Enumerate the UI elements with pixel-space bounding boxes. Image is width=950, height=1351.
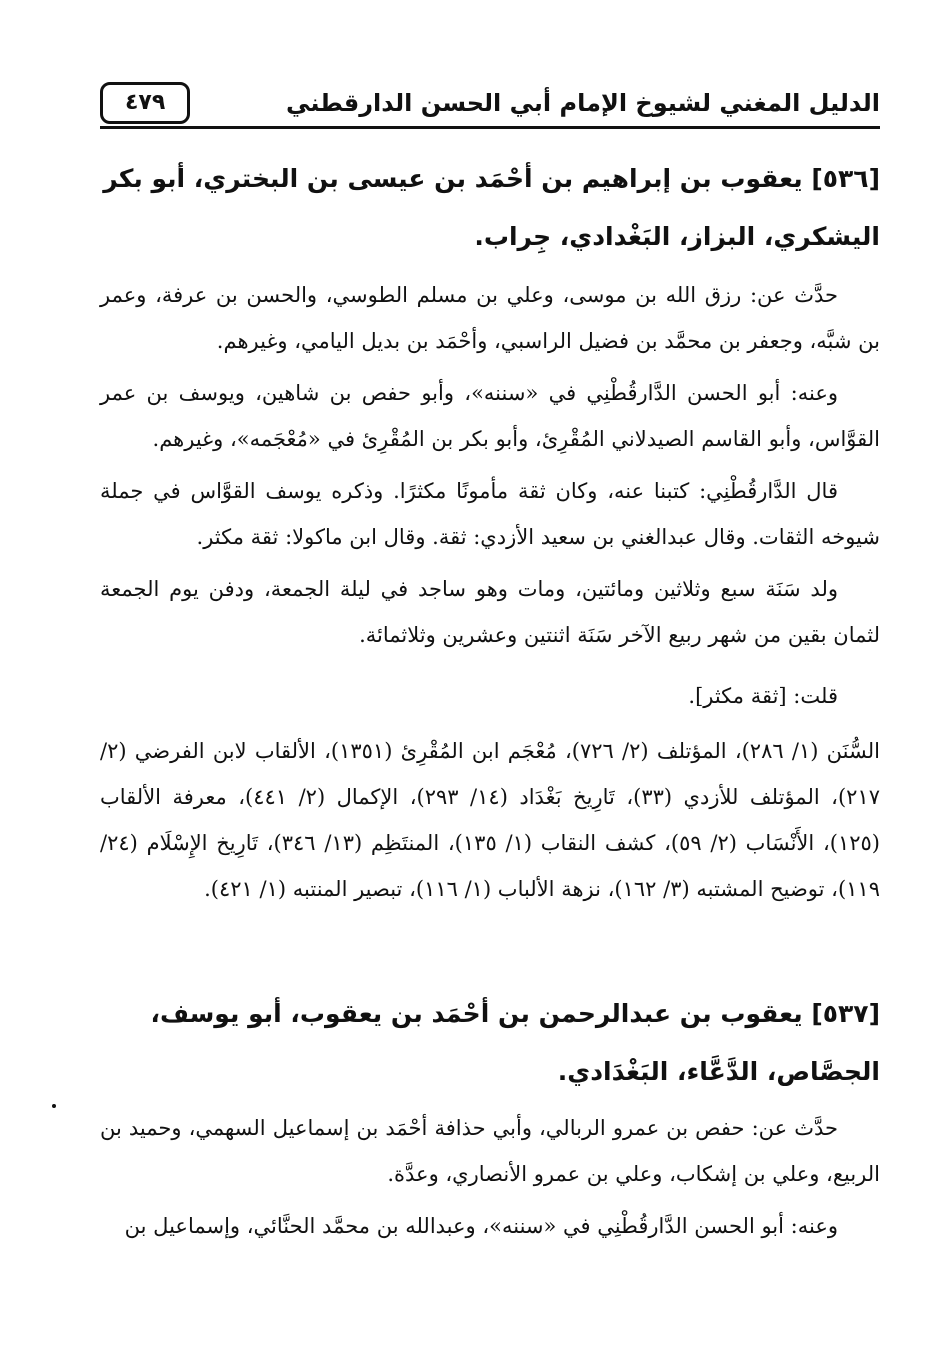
stray-dot (52, 1104, 56, 1108)
paragraph-grading-536: قال الدَّارقُطْنِي: كتبنا عنه، وكان ثقة مأمونًا مكثرًا. وذكره يوسف القوَّاس في جملة شيوخه الثقات. وقال عبدالغني بن سعيد الأزدي: ثقة. وقال ابن ماكولا: ثقة مكثر. (100, 479, 880, 549)
paragraph-sources-536: السُّنَن (١/ ٢٨٦)، المؤتلف (٢/ ٧٢٦)، مُعْجَم ابن المُقْرِئ (١٣٥١)، الألقاب لابن الفرضي (٢/ ٢١٧)، المؤتلف للأزدي (٣٣)، تَارِيخ بَغْدَاد (١٤/ ٢٩٣)، الإكمال (٢/ ٤٤١)، معرفة الألقاب (١٢٥)، الأَنْسَاب (٢/ ٥٩)، كشف النقاب (١/ ١٣٥)، المنتَظِم (١٣/ ٣٤٦)، تَارِيخ الإِسْلَام (٢٤/ ١١٩)، توضيح المشتبه (٣/ ١٦٢)، نزهة الألباب (١/ ١١٦)، تبصير المنتبه (١/ ٤٢١). (100, 739, 880, 901)
paragraph-verdict-536: قلت: [ثقة مكثر]. (688, 684, 838, 708)
paragraph-students-537: وعنه: أبو الحسن الدَّارقُطْنِي في «سننه»، وعبدالله بن محمَّد الحنَّائي، وإسماعيل بن (124, 1214, 838, 1238)
paragraph-teachers-536: حدَّث عن: رزق الله بن موسى، وعلي بن مسلم الطوسي، والحسن بن عرفة، وعمر بن شبَّه، وجعفر بن محمَّد بن فضيل الراسبي، وأحْمَد بن بديل اليامي، وغيرهم. (100, 283, 880, 353)
paragraph-students-536: وعنه: أبو الحسن الدَّارقُطْنِي في «سننه»، وأبو حفص بن شاهين، ويوسف بن عمر القوَّاس، وأبو القاسم الصيدلاني المُقْرِئ، وأبو بكر بن المُقْرِئ في «مُعْجَمه»، وغيرهم. (100, 381, 880, 451)
paragraph-teachers-537: حدَّث عن: حفص بن عمرو الربالي، وأبي حذافة أحْمَد بن إسماعيل السهمي، وحميد بن الربيع، وعلي بن إشكاب، وعلي بن عمرو الأنصاري، وعدَّة. (100, 1116, 880, 1186)
page-header (100, 80, 880, 129)
entry-heading-537: [٥٣٧] يعقوب بن عبدالرحمن بن أحْمَد بن يعقوب، أبو يوسف، الجصَّاص، الدَّعَّاء، البَغْدَادي. (150, 999, 880, 1086)
running-title: الدليل المغني لشيوخ الإمام أبي الحسن الدارقطني (286, 89, 880, 117)
page-number: ٤٧٩ (100, 82, 190, 124)
paragraph-dates-536: ولد سَنَة سبع وثلاثين ومائتين، ومات وهو ساجد في ليلة الجمعة، ودفن يوم الجمعة لثمان بقين من شهر ربيع الآخر سَنَة اثنتين وعشرين وثلاثمائة. (100, 577, 880, 647)
entry-heading-536: [٥٣٦] يعقوب بن إبراهيم بن أحْمَد بن عيسى بن البختري، أبو بكر اليشكري، البزاز، البَغْدادي، جِراب. (103, 164, 880, 251)
